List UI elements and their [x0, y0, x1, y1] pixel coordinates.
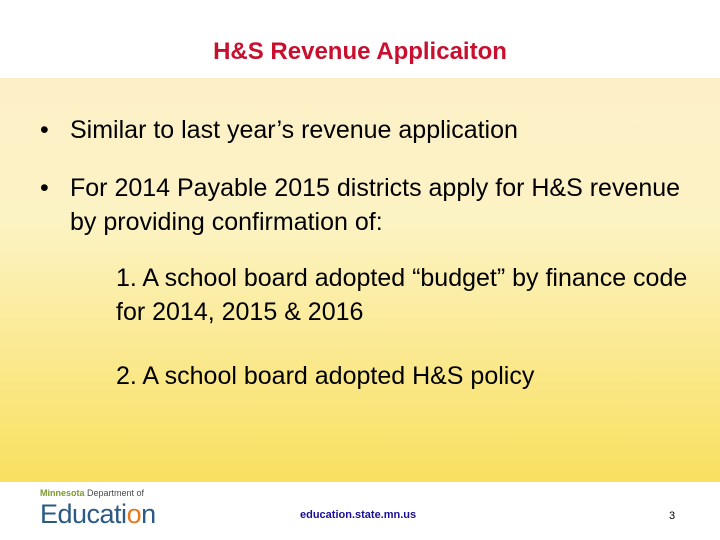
footer-url[interactable]: education.state.mn.us — [300, 509, 417, 521]
logo-department-line: Minnesota Department of — [40, 488, 145, 498]
page-number: 3 — [669, 510, 676, 522]
numbered-item: 1. A school board adopted “budget” by finance code for 2014, 2015 & 2016 — [116, 264, 688, 326]
bullet-item — [40, 113, 700, 147]
bullet-icon: • — [40, 116, 49, 144]
bullet-item — [40, 171, 700, 239]
numbered-item: 2. A school board adopted H&S policy — [116, 362, 535, 390]
slide-title: H&S Revenue Applicaiton — [213, 38, 507, 65]
bullet-text: Similar to last year’s revenue application — [70, 116, 518, 144]
bullet-text: For 2014 Payable 2015 districts apply for H&S revenue by providing confirmation of: — [70, 174, 681, 236]
logo-wordmark: Education — [40, 499, 156, 529]
mde-logo — [40, 488, 170, 532]
bullet-icon: • — [40, 174, 49, 202]
